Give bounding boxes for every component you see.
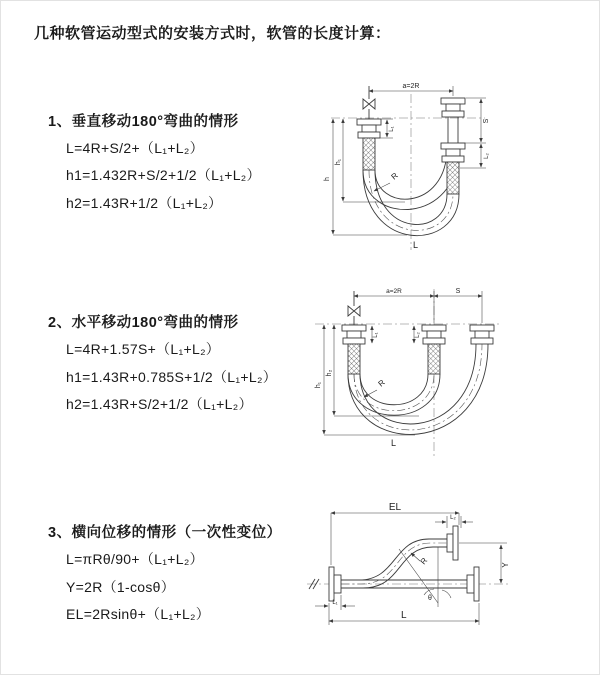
centerlines (315, 289, 499, 459)
diagram-horizontal-180-bend (307, 279, 600, 464)
left-pipe-flange (357, 119, 381, 170)
section-2-formula-h2: h2=1.43R+S/2+1/2（L₁+L₂） (66, 396, 253, 412)
section-2-heading: 2、水平移动180°弯曲的情形 (48, 315, 239, 331)
section-1-heading: 1、垂直移动180°弯曲的情形 (48, 114, 239, 130)
section-2-formula-h1: h1=1.43R+0.785S+1/2（L₁+L₂） (66, 369, 277, 385)
dim-y-label: Y (501, 562, 510, 568)
section-3-formula-EL: EL=2Rsinθ+（L₁+L₂） (66, 606, 211, 622)
radius-label: R (389, 170, 400, 182)
dim-l2-label: L₂ (415, 332, 421, 338)
section-3-formula-L: L=πRθ/90+（L₁+L₂） (66, 551, 204, 567)
left-pipe-flange (342, 325, 366, 374)
dim-h-inner-label: h₂ (326, 369, 333, 377)
section-1-formula-h2: h2=1.43R+1/2（L₁+L₂） (66, 195, 223, 211)
right-pipe-flange (470, 325, 494, 344)
section-3-heading: 3、横向位移的情形（一次性变位） (48, 525, 282, 541)
dim-l2-label: L₂ (484, 153, 490, 159)
section-1-formula-h1: h1=1.432R+S/2+1/2（L₁+L₂） (66, 167, 261, 183)
dim-top-label: a=2R (402, 83, 420, 90)
radius-label: R (376, 377, 387, 389)
dim-h-outer-label: h (324, 177, 331, 181)
angle-theta-label: θ (428, 595, 432, 602)
construction-lines (399, 547, 451, 607)
diagram-vertical-180-bend (309, 78, 599, 253)
dim-l2-label: L₂ (450, 515, 456, 521)
upper-flange (447, 526, 458, 560)
dimension-labels (332, 502, 510, 621)
section-3-formula-Y: Y=2R（1-cosθ） (66, 579, 176, 595)
dim-h-outer-label: h₁ (315, 381, 322, 389)
section-2-formula-L: L=4R+1.57S+（L₁+L₂） (66, 341, 221, 357)
section-1-formula-L: L=4R+S/2+（L₁+L₂） (66, 140, 204, 156)
right-pipe-flange (441, 98, 465, 194)
diagram-lateral-displacement (301, 499, 600, 649)
dim-bottom-label: L (391, 438, 397, 448)
dim-l1-label: L₁ (332, 600, 338, 606)
dim-bottom-label: L (413, 240, 419, 250)
dim-top-label: a=2R (386, 288, 402, 295)
page-title: 几种软管运动型式的安装方式时，软管的长度计算： (34, 25, 391, 42)
dim-el-label: EL (388, 502, 402, 513)
hose-arcs (348, 344, 488, 434)
radius-label: R (418, 556, 430, 567)
left-flange (329, 567, 341, 601)
dim-s-label: S (455, 288, 461, 295)
dim-h-inner-label: h₁ (335, 158, 342, 166)
dimension-labels (324, 83, 490, 250)
dim-bottom-label: L (401, 610, 407, 621)
dim-l1-label: L₁ (389, 126, 395, 132)
dim-l1-label: L₁ (373, 332, 379, 338)
lower-right-flange (467, 567, 479, 601)
dim-s-label: S (483, 118, 490, 124)
middle-pipe-flange (422, 325, 446, 374)
s-curve-hose (341, 539, 447, 588)
